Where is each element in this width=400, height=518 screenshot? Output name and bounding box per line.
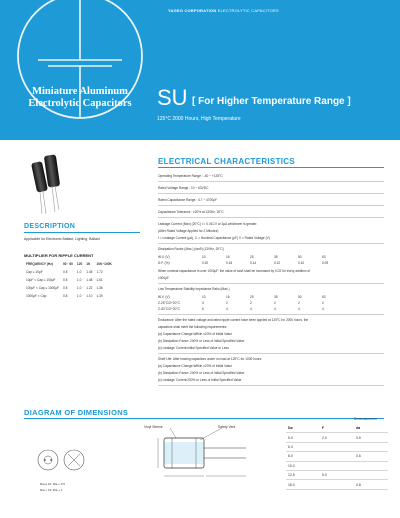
- capacitance-tolerance: Capacitance Tolerance : ±20% at 120Hz, 20°C: [158, 210, 224, 214]
- rated-voltage: Rated Voltage Range : 10 ~ 63VDC: [158, 186, 209, 190]
- table-cell: 1.72: [96, 270, 103, 274]
- safety-vent-label: Safety Vent: [218, 425, 236, 429]
- shelf-life-dissipation: (b) Dissipation Factor: 200% or Less of Initial Specified Value: [158, 371, 245, 375]
- dimensions-table-header: [286, 424, 388, 433]
- spec-divider: [158, 283, 384, 284]
- company-name: YAGEO CORPORATION ELECTROLYTIC CAPACITORS: [168, 8, 279, 13]
- vinyl-sleeve-label: Vinyl Sleeve: [144, 425, 163, 429]
- electrical-divider: [158, 167, 384, 168]
- table-cell: 2: [322, 301, 324, 305]
- endurance-text-cont: capacitors shall meet the following requirements:: [158, 325, 227, 329]
- dissipation-factor-table: [158, 254, 346, 266]
- spec-divider: [158, 385, 384, 386]
- spec-divider: [158, 243, 384, 244]
- dissipation-factor-note-cont: 1000μF.: [158, 276, 170, 280]
- table-row: [24, 276, 114, 284]
- table-cell: 4: [250, 307, 252, 311]
- table-cell: 35: [274, 255, 278, 259]
- table-row: [24, 284, 114, 292]
- table-row: [286, 442, 388, 451]
- table-cell: 1000μF < Cap: [26, 294, 47, 298]
- ripple-header-cell: 10K~100K: [96, 262, 112, 266]
- table-cell: 0.8: [354, 480, 388, 489]
- series-rating: 125°C 2000 Hours, High Temperature: [157, 116, 241, 122]
- table-cell: [354, 442, 388, 451]
- table-cell: 1.22: [86, 286, 93, 290]
- table-cell: 5.0: [320, 470, 354, 479]
- table-cell: Z-40°C/Z+20°C: [158, 307, 180, 311]
- rated-capacitance: Rated Capacitance Range : 4.7 ~ 4700μF: [158, 198, 217, 202]
- dimensions-heading: DIAGRAM OF DIMENSIONS: [24, 408, 129, 417]
- table-cell: 16.0: [286, 480, 320, 489]
- table-cell: [354, 470, 388, 479]
- table-row: [286, 452, 388, 461]
- table-header-cell: dø: [354, 424, 388, 433]
- table-cell: 1.45: [86, 270, 93, 274]
- table-cell: 0.09: [322, 261, 329, 265]
- table-cell: 4: [274, 307, 276, 311]
- spec-divider: [158, 181, 384, 182]
- dimension-note: Dia ≤ 10: Dia + 0.5: [40, 482, 65, 486]
- table-cell: 50: [298, 255, 302, 259]
- shelf-life-text: Shelf Life: After leaving capacitors under no load at 125°C for 1000 hours.: [158, 357, 263, 361]
- spec-divider: [158, 205, 384, 206]
- table-cell: [320, 452, 354, 461]
- table-cell: 0.12: [274, 261, 281, 265]
- table-cell: 10.0: [286, 461, 320, 470]
- description-divider: [24, 232, 140, 233]
- dimensions-divider: [24, 418, 384, 419]
- table-cell: 10μF < Cap ≤ 100μF: [26, 278, 56, 282]
- table-cell: 10: [202, 295, 206, 299]
- table-cell: D.F. (%): [158, 261, 170, 265]
- table-cell: 0.10: [298, 261, 305, 265]
- table-cell: 0.16: [226, 261, 233, 265]
- table-cell: 0.8: [62, 294, 68, 298]
- endurance-dissipation: (b) Dissipation Factor: 200% or Less of Initial Specified Value: [158, 339, 245, 343]
- table-cell: 4: [226, 307, 228, 311]
- table-row: [286, 461, 388, 470]
- table-cell: 2: [274, 301, 276, 305]
- ripple-table-header: [24, 260, 114, 268]
- description-text: Applicable for Electronic Ballast, Lighting, Ballast: [24, 237, 100, 241]
- table-row: [286, 433, 388, 442]
- ripple-header-cell: 1K: [86, 262, 91, 266]
- endurance-capacitance: (a) Capacitance Change:Within ±20% of Initial Value: [158, 332, 232, 336]
- table-cell: 0.8: [62, 270, 68, 274]
- table-cell: 1.10: [86, 294, 93, 298]
- table-cell: [320, 480, 354, 489]
- table-cell: 1.48: [86, 278, 93, 282]
- ripple-multiplier-table: [24, 260, 114, 300]
- table-cell: 25: [250, 295, 254, 299]
- dimension-note: Dia > 10: Dia + 1: [40, 488, 63, 492]
- low-temp-stability-title: Low Temperature Stability Impedance Ratio (Max.): [158, 287, 230, 291]
- description-heading: DESCRIPTION: [24, 223, 76, 230]
- table-cell: 50: [298, 295, 302, 299]
- table-row: [286, 480, 388, 489]
- table-cell: W.V. (V): [158, 295, 170, 299]
- ripple-header-cell: 50 · 60: [62, 262, 73, 266]
- table-cell: 6.3: [286, 442, 320, 451]
- table-cell: 0.14: [250, 261, 257, 265]
- table-row: [158, 260, 346, 266]
- operating-temperature: Operating Temperature Range : -40 ~ +125°C: [158, 174, 223, 178]
- capacitor-photo-icon: [30, 150, 70, 218]
- leakage-current: Leakage Current (Max) (20°C) I = 0.01CV or 3μA whichever is greater.: [158, 222, 258, 226]
- leakage-legend: I = Leakage Current (μA), C = Nominal Capacitance (μF) V = Rated Voltage (V): [158, 236, 270, 240]
- table-row: [24, 268, 114, 276]
- table-cell: 100μF < Cap ≤ 1000μF: [26, 286, 59, 290]
- ripple-header-cell: 120: [76, 262, 83, 266]
- table-cell: 12.5: [286, 470, 320, 479]
- table-cell: 63: [322, 255, 326, 259]
- product-family-title: Miniature Aluminum Electrolytic Capacitors: [28, 86, 132, 109]
- table-cell: 10: [202, 255, 206, 259]
- table-cell: 0.8: [62, 286, 68, 290]
- endurance-text: Endurance: After the rated voltage and rated ripple current have been applied at 125°C for 2000 hours, the: [158, 318, 309, 322]
- table-cell: 0.6: [354, 452, 388, 461]
- table-cell: 25: [250, 255, 254, 259]
- table-cell: 0.20: [202, 261, 209, 265]
- series-subtitle: [ For Higher Temperature Range ]: [192, 96, 351, 107]
- table-cell: 2: [250, 301, 252, 305]
- table-cell: 16: [226, 295, 230, 299]
- dimensions-units: Dimensions:mm: [354, 417, 377, 421]
- table-cell: 1.0: [76, 286, 82, 290]
- ripple-header-cell: FREQUENCY (Hz): [26, 262, 53, 266]
- spec-divider: [158, 314, 384, 315]
- table-cell: 3: [202, 301, 204, 305]
- table-cell: 8.0: [286, 452, 320, 461]
- table-cell: Cap ≤ 10μF: [26, 270, 43, 274]
- spec-divider: [158, 353, 384, 354]
- table-cell: [354, 461, 388, 470]
- table-cell: 63: [322, 295, 326, 299]
- table-cell: 1.0: [76, 278, 82, 282]
- table-cell: 35: [274, 295, 278, 299]
- shelf-life-leakage: (c) Leakage Current:200% or Less of Initial Specified Value: [158, 378, 242, 382]
- spec-divider: [158, 217, 384, 218]
- table-cell: 1.0: [76, 294, 82, 298]
- table-cell: 2: [226, 301, 228, 305]
- table-cell: 4: [298, 307, 300, 311]
- table-cell: 0.8: [62, 278, 68, 282]
- table-cell: [320, 461, 354, 470]
- dissipation-factor-title: Dissipation Factor (Max.) (tanδ) (120Hz, 20°C): [158, 247, 224, 251]
- series-code: SU: [157, 85, 188, 110]
- table-cell: 5.0: [286, 433, 320, 442]
- spec-divider: [158, 193, 384, 194]
- shelf-life-capacitance: (a) Capacitance Change:Within ±20% of Initial Value: [158, 364, 232, 368]
- table-cell: 1.0: [76, 270, 82, 274]
- brand-circle-logo-icon: [0, 0, 160, 140]
- table-cell: 16: [226, 255, 230, 259]
- dimensions-table: [286, 424, 388, 490]
- table-cell: 1.30: [96, 294, 103, 298]
- table-cell: 1.36: [96, 286, 103, 290]
- table-row: [286, 470, 388, 479]
- table-cell: 6: [202, 307, 204, 311]
- table-cell: 1.61: [96, 278, 103, 282]
- table-cell: Z-25°C/Z+20°C: [158, 301, 180, 305]
- table-header-cell: Dø: [286, 424, 320, 433]
- leakage-condition: (After Rated Voltage Applied for 2 Minutes): [158, 229, 219, 233]
- table-header-cell: F: [320, 424, 354, 433]
- ripple-multiplier-heading: MULTIPLIER FOR RIPPLE CURRENT: [24, 253, 94, 258]
- table-cell: 0.5: [354, 433, 388, 442]
- header-banner: [0, 0, 400, 140]
- endurance-leakage: (c) Leakage Current:Initial Specified Value or Less: [158, 346, 229, 350]
- table-cell: 4: [322, 307, 324, 311]
- dissipation-factor-note: When nominal capacitance is over 1000μF, the value of tanδ shall be increased by 0.02 for every addition of: [158, 269, 311, 273]
- electrical-heading: ELECTRICAL CHARACTERISTICS: [158, 157, 295, 166]
- table-cell: 2: [298, 301, 300, 305]
- low-temp-stability-table: [158, 294, 346, 312]
- table-row: [24, 292, 114, 300]
- table-cell: W.V. (V): [158, 255, 170, 259]
- table-row: [158, 306, 346, 312]
- table-cell: [320, 442, 354, 451]
- table-cell: 2.0: [320, 433, 354, 442]
